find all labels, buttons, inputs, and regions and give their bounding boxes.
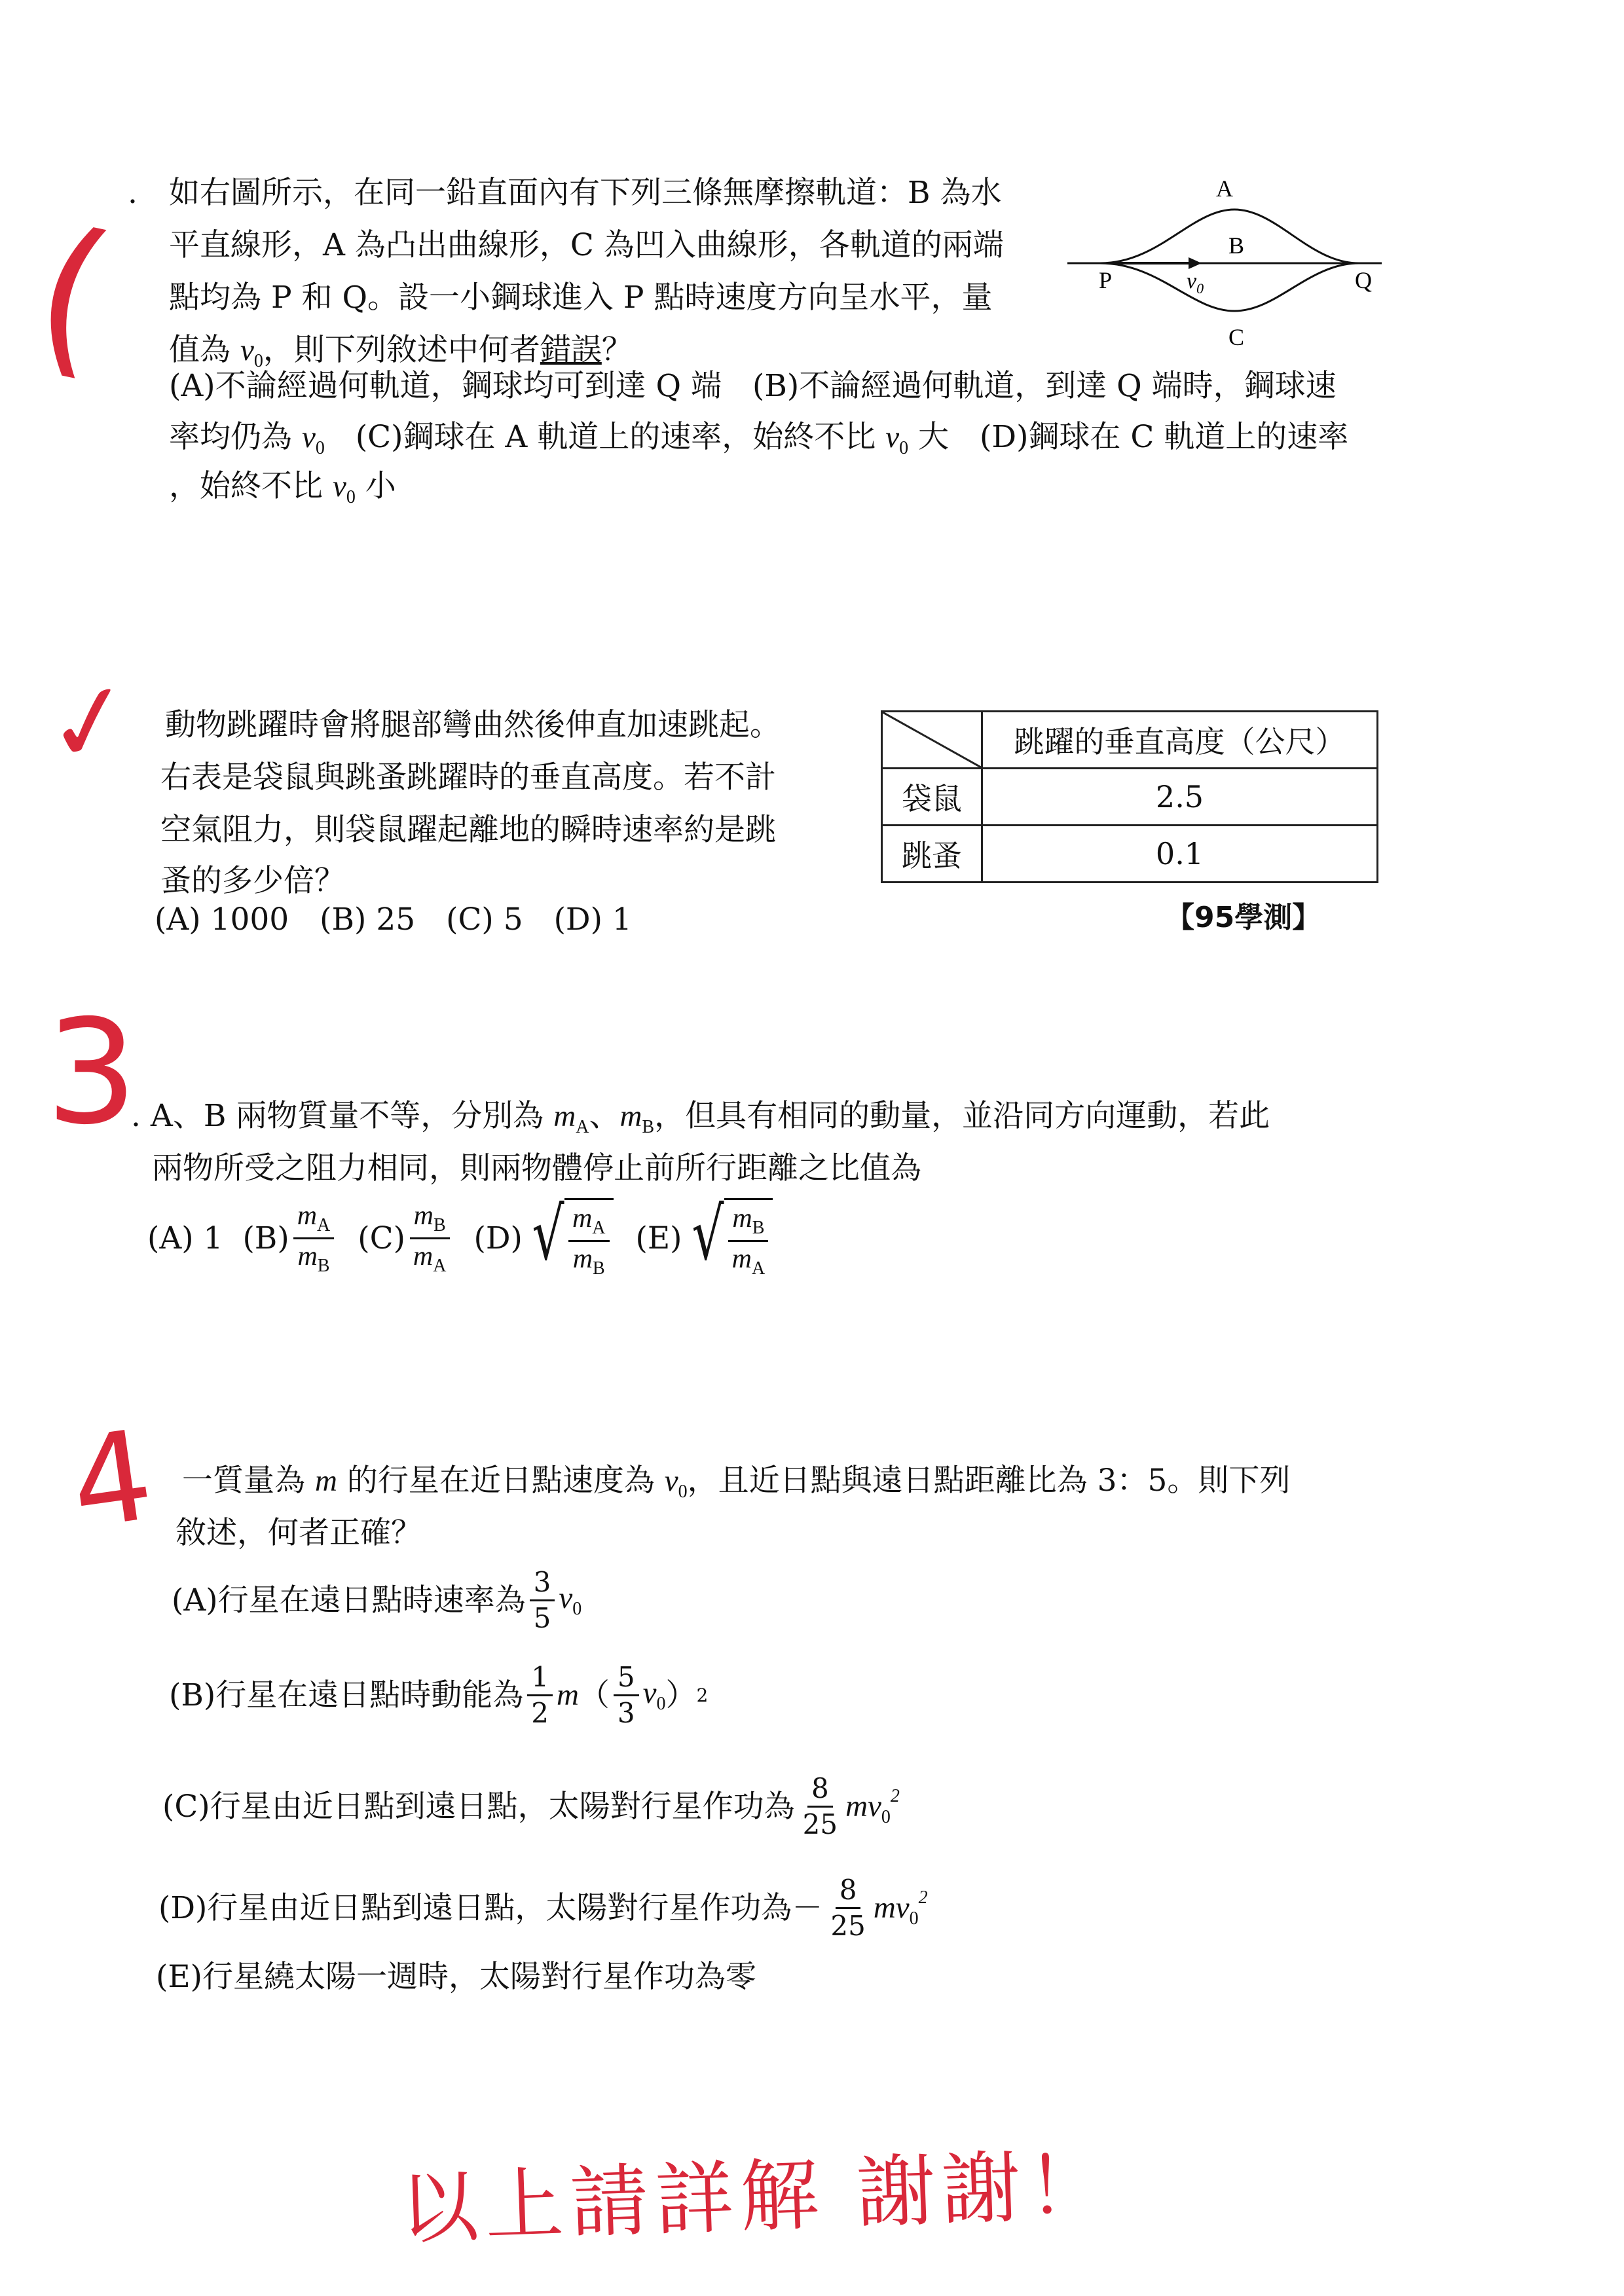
mass-b-symbol: $m_B$ [619,1099,655,1137]
label-p: P [1098,267,1113,293]
table-header: 跳躍的垂直高度（公尺） [982,712,1378,769]
q2-source-tag: 【95學測】 [1166,901,1321,934]
q2-line-4: 蚤的多少倍？ [160,863,345,899]
mass-a-symbol: $m_A$ [553,1099,589,1137]
label-c: C [1228,324,1245,350]
table-animal: 跳蚤 [882,826,982,883]
v0-symbol: $v_0$ [240,333,263,371]
table-row [882,826,1378,883]
q4-line-2: 敘述，何者正確？ [175,1515,422,1551]
q2-options: (A) 1000 (B) 25 (C) 5 (D) 1 [155,902,632,938]
q3-option-c: (C) $\frac{m_B}{m_A}$ [358,1201,454,1276]
q1-options-line-3: ，始終不比 $v_0$ 小 [169,468,396,507]
q1-line-1: 如右圖所示，在同一鉛直面內有下列三條無摩擦軌道：B 為水 [169,175,1002,211]
q4-line-1: 一質量為 m 的行星在近日點速度為 $v_0$，且近日點與遠日點距離比為 3：5。則下列 [182,1463,1291,1502]
diagonal-line [883,712,981,767]
label-q: Q [1355,267,1372,293]
sqrt-symbol: √ $\frac{m_B}{m_A}$ [685,1198,773,1279]
handwritten-mark-2: ✓ [35,654,144,791]
q3-line-2: 兩物所受之阻力相同，則兩物體停止前所行距離之比值為 [152,1150,921,1186]
table-row [882,769,1378,826]
q1-line4-pre: 值為 [169,332,240,368]
label-b: B [1228,232,1245,259]
track-c-curve [1100,263,1359,311]
sqrt-symbol: √ $\frac{m_A}{m_B}$ [525,1198,614,1279]
v0-symbol: $v_0$ [301,420,325,458]
table-height: 2.5 [982,769,1378,826]
q1-options-line-2: 率均仍為 $v_0$ (C)鋼球在 A 軌道上的速率，始終不比 $v_0$ 大 (D)鋼球在 C 軌道上的速率 [169,419,1349,458]
q1-line-2: 平直線形，A 為凸出曲線形，C 為凹入曲線形，各軌道的兩端 [169,227,1004,263]
q3-option-a: (A) 1 [147,1220,223,1256]
v0-symbol: $v_0$ [885,420,909,458]
label-a: A [1216,175,1233,202]
handwritten-mark-3: 3 [46,989,138,1156]
handwritten-footer-note: 以上請詳解 謝謝！ [398,2140,1114,2255]
q1-number: . [128,175,138,211]
q4-option-a: (A)行星在遠日點時速率為 $\frac{3}{5}$ $v_0$ [172,1566,582,1635]
jump-height-table [881,710,1378,883]
label-v0: $v_0$ [1187,269,1204,297]
handwritten-mark-1: ( [19,191,126,399]
q3-option-d: (D) √ $\frac{m_A}{m_B}$ [473,1198,616,1279]
q4-option-d: (D)行星由近日點到遠日點，太陽對行星作功為 － $\frac{8}{25}$ $mv_0^2$ [158,1874,928,1942]
handwritten-mark-4: 4 [62,1402,161,1558]
q4-option-c: (C)行星由近日點到遠日點，太陽對行星作功為 $\frac{8}{25}$ $mv_0^2$ [162,1772,900,1841]
q1-line4-mid: ，則下列敘述中何者 [263,332,540,368]
q2-line-3: 空氣阻力，則袋鼠躍起離地的瞬時速率約是跳 [160,812,776,848]
q3-line-1: . A、B 兩物質量不等，分別為 $m_A$、$m_B$，但具有相同的動量，並沿同方向運動，若此 [131,1098,1270,1137]
q4-option-e: (E)行星繞太陽一週時，太陽對行星作功為零 [156,1959,756,1995]
table-height: 0.1 [982,826,1378,883]
table-animal: 袋鼠 [882,769,982,826]
q4-option-b: (B)行星在遠日點時動能為 $\frac{1}{2}$ m （ $\frac{5}{3}$ $v_0$ ） 2 [169,1661,709,1730]
q3-options [147,1192,775,1279]
q3-option-b: (B) $\frac{m_A}{m_B}$ [242,1201,338,1276]
velocity-arrowhead [1189,257,1202,269]
q1-underlined-word: 錯誤 [540,332,602,368]
q3-option-e: (E) √ $\frac{m_B}{m_A}$ [636,1198,776,1279]
table-header-row [882,712,1378,769]
table-corner-cell [882,712,982,769]
q1-line-3: 點均為 P 和 Q。設一小鋼球進入 P 點時速度方向呈水平，量 [169,280,993,316]
q2-line-1: 動物跳躍時會將腿部彎曲然後伸直加速跳起。 [165,707,781,743]
q1-options-line-1: (A)不論經過何軌道，鋼球均可到達 Q 端 (B)不論經過何軌道，到達 Q 端時，鋼球速 [169,368,1337,404]
track-diagram [1061,173,1388,357]
q2-line-2: 右表是袋鼠與跳蚤跳躍時的垂直高度。若不計 [160,759,776,795]
q1-line4-post: ？ [601,332,633,368]
v0-symbol: $v_0$ [664,1464,688,1502]
v0-symbol: $v_0$ [332,469,356,507]
